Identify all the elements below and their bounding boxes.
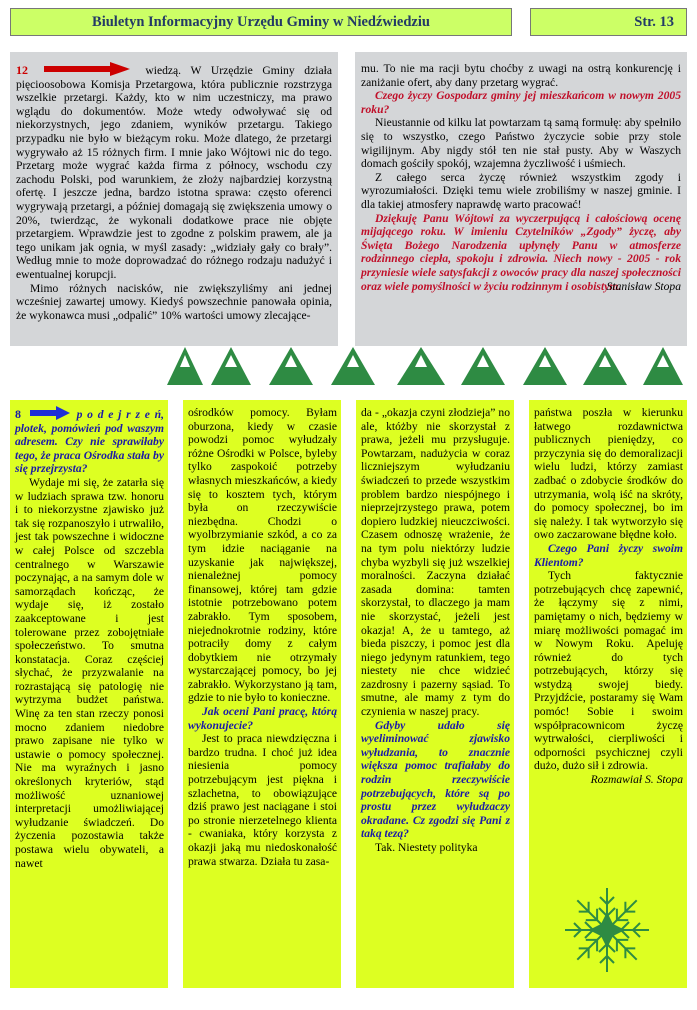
paragraph: wiedzą. W Urzędzie Gminy działa pięcioosobowa Komisja Przetargowa, która publicznie rozstrzyga wszelkie przetargi. Każdy, kto w nim uczestniczy, ma prawo wglądu do dokumentów. Może wtedy odwoływać się od niekorzystnych, jego zdaniem, wyników przetargu. Takiego przypadku nie było w bieżącym roku. Może dlatego, że przetargi wygrywało aż 15 różnych firm. I mnie jako Wójtowi nic do tego. Przetarg może wygrać każda firma z północy, wschodu czy zachodu Polski, pod warunkiem, że złoży najbardziej korzystną ofertę. I jeszcze jedna, bardzo istotna sprawa: często oferenci wygrywają przetargi, a później domagają się zwiększenia umowy o 20%, twierdząc, że wykonali dodatkowe prace nie objęte przetargiem. Wprawdzie jest to zgodne z polskim prawem, ale ja tego unikam jak ognia, w myśl zasady: „widziały gały co brały”. Według mnie to może doprowadzać do różnego rodzaju nadużyć i ewentualnej korupcji. bbox=[16, 64, 332, 281]
paragraph: Tak. Niestety polityka bbox=[375, 841, 478, 854]
closing-wishes: Dziękuję Panu Wójtowi za wyczerpującą i całościową ocenę mijającego roku. W imieniu Czytelników „Zgody” życzę, aby Święta Bożego Narodzenia upłynęły Panu w atmosferze rodzinnego ciepła, spokoju i zdrowia. Niech nowy - 2005 - rok przyniesie wiele satysfakcji z owoców pracy dla naszej społeczności oraz wiele pomyślności w życiu rodzinnym i osobistym. bbox=[361, 211, 681, 293]
interview-question: Czego życzy Gospodarz gminy jej mieszkańcom w nowym 2005 roku? bbox=[361, 89, 681, 116]
paragraph: da - „okazja czyni złodzieja” no ale, któżby nie skorzystał z prawa, jeżeli mu przysługuje. Powtarzam, nadużycia w coraz liczniejszym wyłudzaniu świadczeń to przede wszystkim problem bardzo niespójnego i nieprzejrzystego prawa, potem dopiero ludzkiej nieuczciwości. Czasem odnoszę wrażenie, że na tym polu niektórzy ludzie chyba wyzbyli się już wszelkiej moralności. Zaczyna działać zasada domina: tamten skorzystał, to dlaczego ja mam nie skorzystać, jeżeli jest okazja! A, że u tamtego, aż bieda piszczy, i pomoc jest dla niego jedynym ratunkiem, tego niestety nie chce widzieć zazdrosny i pazerny sąsiad. To smutne, ale mamy z tym do czynienia w naszej pracy. bbox=[361, 406, 510, 719]
red-right-arrow-icon bbox=[44, 62, 132, 76]
paragraph: państwa poszła w kierunku łatwego rozdawnictwa publicznych pieniędzy, co przyczynia się do demoralizacji wielu ludzi, którzy zamiast zadbać o zdobycie środków do utrzymania, wolą iść na skróty, do pomocy społecznej, bo im się należy. I tak wytworzyło się owo zaczarowane błędne koło. bbox=[534, 406, 683, 542]
christmas-trees-divider bbox=[165, 345, 685, 389]
interview-question: plotek, pomówień pod waszym adresem. Czy nie sprawiłaby tego, że praca Ośrodka stała by się przejrzysta? bbox=[15, 421, 164, 476]
article-continuation-left bbox=[10, 52, 338, 346]
continued-from-page: 8 bbox=[15, 407, 21, 421]
interview-question: Gdyby udało się wyeliminować zjawisko wyłudzania, to znacznie większa pomoc trafiałaby do rodzin rzeczywiście potrzebujących, które są po prostu przez wyłudzaczy okradane. Cz zgodzi się Pani z taką tezą? bbox=[361, 718, 510, 841]
interview-question: Jak oceni Pani pracę, którą wykonujecie? bbox=[188, 705, 337, 732]
interview-question-lead: p o d e j r z e ń, bbox=[76, 408, 164, 421]
paragraph: Wydaje mi się, że zatarła się w ludziach sprawa tzw. honoru i to niekorzystne zjawisko już tak się rozpanoszyło i utrwaliło, jest tak powszechne i widoczne w całej Polsce od szczebla centralnego w Warszawie poczynając, a na samym dole w samorządach kończąc, że wydaje się, iż zostało zaakceptowane i jest tolerowane przez zobojętniałe społeczeństwo. To smutna konstatacja. Coraz częściej słychać, że przyzwalanie na rozrastającą się patologię nie wytrzyma budżet państwa. Winę za ten stan rzeczy ponosi mocno zdaniem niedobre prawo zapisane nie tylko w ustawie o pomocy społecznej. Nie ma wyraźnych i jasno określonych kryteriów, stąd możliwość uznaniowej interpretacji umożliwiającej wyłudzanie świadczeń. Do życzenia pozostawia także postawa wielu obywateli, a nawet bbox=[15, 475, 164, 870]
continued-from-page: 12 bbox=[16, 63, 28, 77]
paragraph: Mimo różnych nacisków, nie zwiększyliśmy ani jednej wcześniej zawartej umowy. Kiedyś powszechnie panowała opinia, że wykonawca musi „odpalić” 10% wartości umowy zlecające- bbox=[16, 281, 332, 322]
paragraph: Z całego serca życzę również wszystkim zgody i wyrozumiałości. Dzięki temu wiele zrobiliśmy w naszej gminie. I dla takiej atmosfery naprawdę warto pracować! bbox=[361, 170, 681, 211]
blue-right-arrow-icon bbox=[30, 406, 70, 420]
interviewer-signature: Rozmawiał S. Stopa bbox=[590, 773, 683, 787]
paragraph: mu. To nie ma racji bytu choćby z uwagi na ostrą konkurencję i zaniżanie ofert, aby dany przetarg wygrać. bbox=[361, 62, 681, 89]
paragraph: ośrodków pomocy. Byłam oburzona, kiedy w czasie powodzi pomoc wyłudzały różne Ośrodki w Polsce, byleby tylko zaspokoić potrzeby własnych mieszkańców, a kiedy się to kosztem tych, którym była on rzeczywiście niezbędna. Chodzi o wyolbrzymianie szkód, a co za tym idzie naciąganie na uzyskanie jak największej, nienależnej pomocy finansowej, której tam gdzie istotnie potrzebowano potem zabrakło. Tym sposobem, niejednokrotnie rodziny, które potraciły domy z całym dobytkiem nie otrzymały wystarczającej pomocy, bo jej zabrakło. Wykorzystano ją tam, gdzie to nie było to konieczne. bbox=[188, 406, 337, 705]
paragraph: Tych faktycznie potrzebujących chcę zapewnić, że łączymy się z nimi, pamiętamy o nich, będziemy w miarę możliwości pomagać im w Nowym Roku. Apeluję również do tych potrzebujących, którzy się wstydzą swojej biedy. Przyjdźcie, postaramy się Wam pomóc! Sobie i swoim współpracownicom życzę wytrwałości, cierpliwości i odporności psychicznej czyli dużo, dużo sił i zdrowia. bbox=[534, 569, 683, 773]
article-column-4 bbox=[529, 400, 687, 988]
paragraph: Jest to praca niewdzięczna i bardzo trudna. I choć już idea niesienia pomocy potrzebującym jest piękna i szlachetna, to obowiązujące dziś prawo jest naciągane i stoi po stronie nierzetelnego klienta - cwaniaka, który korzysta z okazji jaką mu niedoskonałość prawa stwarza. Działa tu zasa- bbox=[188, 732, 337, 868]
article-column-2 bbox=[183, 400, 341, 988]
article-continuation-right bbox=[355, 52, 687, 346]
snowflake-star-icon bbox=[561, 884, 653, 976]
article-column-1 bbox=[10, 400, 168, 988]
article-column-3 bbox=[356, 400, 514, 988]
page-number: Str. 13 bbox=[530, 8, 687, 36]
author-signature: Stanisław Stopa bbox=[606, 280, 681, 294]
interview-question: Czego Pani życzy swoim Klientom? bbox=[534, 541, 683, 569]
paragraph: Nieustannie od kilku lat powtarzam tą samą formułę: aby spełniło się to wszystko, czego Państwo życzycie sobie przy stole wigilijnym. Aby nigdy stół ten nie stał pusty. Aby w Waszych domach gościły spokój, wzajemna życzliwość i uśmiech. bbox=[361, 116, 681, 171]
bulletin-title: Biuletyn Informacyjny Urzędu Gminy w Niedźwiedziu bbox=[10, 8, 512, 36]
